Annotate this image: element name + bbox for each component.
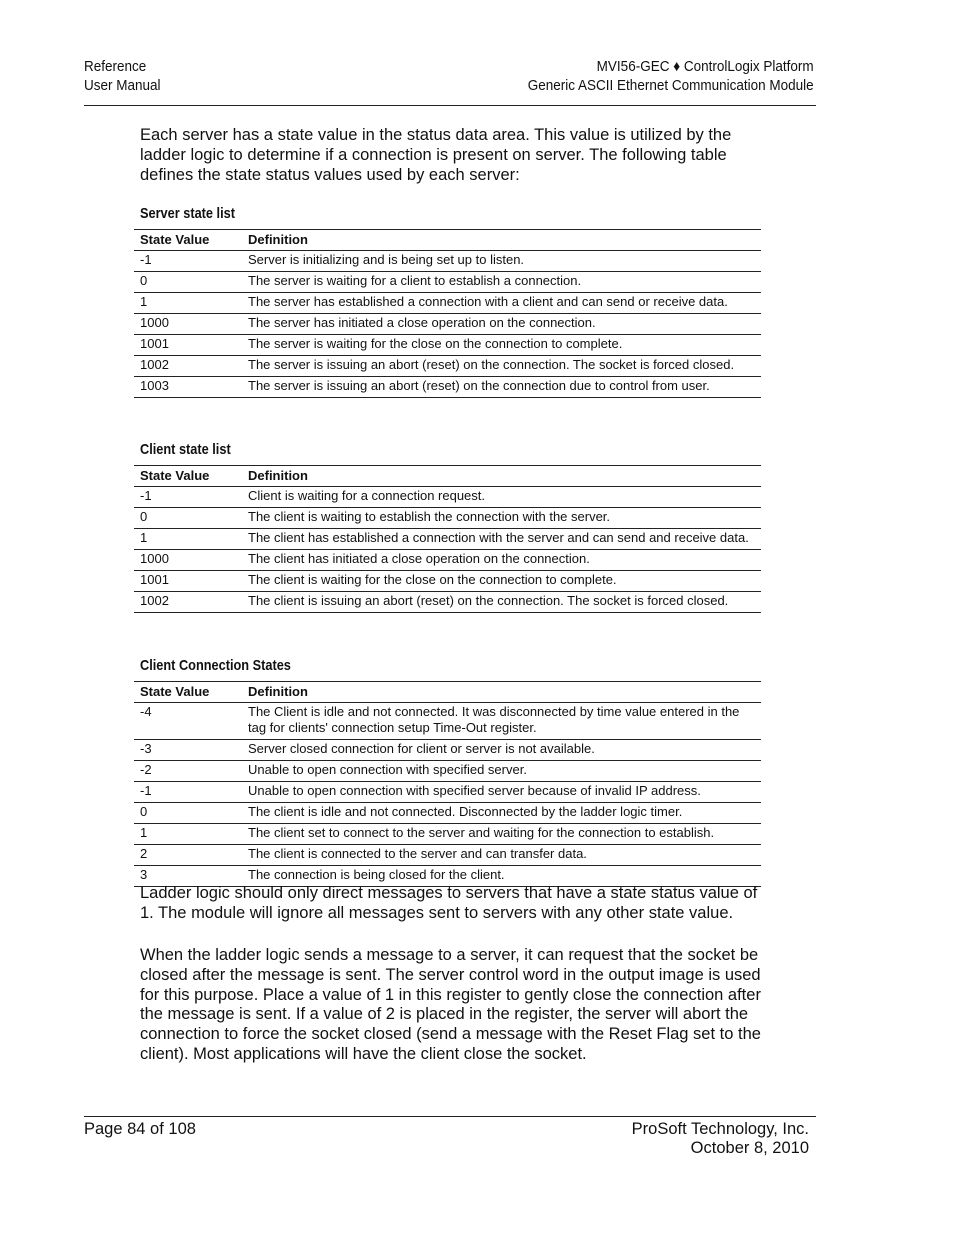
table-row [134, 272, 761, 293]
table-row [134, 703, 761, 740]
header-divider [84, 105, 816, 106]
state-value-cell: 1001 [134, 335, 242, 356]
socket-close-paragraph: When the ladder logic sends a message to a server, it can request that the socket be closed after the message is sent. The server control word in the output image is used for this purpose. Place a value of 1 in this register to gently close the connection after the message is sent. If a value of 2 is placed in the register, the server will abort the connection to force the socket closed (send a message with the Reset Flag set to the client). Most applications will have the client close the socket. [140, 946, 761, 1063]
footer-divider [84, 1116, 816, 1117]
page-footer-right [632, 1120, 809, 1158]
page-number: Page 84 of 108 [84, 1120, 196, 1138]
page-header-left [84, 57, 161, 95]
definition-cell: The Client is idle and not connected. It was disconnected by time value entered in the tag for clients' connection setup Time-Out register. [242, 703, 761, 740]
company-name: ProSoft Technology, Inc. [631, 1120, 809, 1138]
state-value-cell: 0 [134, 803, 242, 824]
table-row [134, 377, 761, 398]
intro-paragraph: Each server has a state value in the status data area. This value is utilized by the ladder logic to determine if a connection is present on server. The following table defines the state status values used by each server: [140, 126, 732, 184]
definition-cell: Server closed connection for client or server is not available. [242, 740, 761, 761]
header-product-title: MVI56-GEC ♦ ControlLogix Platform [597, 58, 814, 75]
publication-date: October 8, 2010 [690, 1139, 809, 1157]
state-value-cell: -1 [134, 251, 242, 272]
ladder-logic-paragraph: Ladder logic should only direct messages to servers that have a state status value of 1. The module will ignore all messages sent to servers with any other state value. [140, 884, 758, 922]
state-value-cell: 1 [134, 824, 242, 845]
table-row [134, 845, 761, 866]
connection-table-title: Client Connection States [140, 657, 291, 674]
state-value-cell: -3 [134, 740, 242, 761]
definition-cell: The server is issuing an abort (reset) on the connection due to control from user. [242, 377, 761, 398]
server-table-body [134, 251, 761, 398]
state-value-cell: 1 [134, 529, 242, 550]
table-header-row [134, 682, 761, 703]
table-header-row [134, 466, 761, 487]
client-state-table [134, 465, 761, 613]
table-row [134, 803, 761, 824]
definition-cell: The client is connected to the server and can transfer data. [242, 845, 761, 866]
table-row [134, 529, 761, 550]
definition-cell: The server is waiting for a client to establish a connection. [242, 272, 761, 293]
table-row [134, 740, 761, 761]
table-row [134, 550, 761, 571]
table-row [134, 335, 761, 356]
client-connection-states-table [134, 681, 761, 887]
definition-cell: Server is initializing and is being set up to listen. [242, 251, 761, 272]
state-value-cell: 3 [134, 866, 242, 887]
state-value-cell: 1003 [134, 377, 242, 398]
definition-cell: The server is issuing an abort (reset) on the connection. The socket is forced closed. [242, 356, 761, 377]
column-header-definition: Definition [242, 682, 761, 703]
table-row [134, 761, 761, 782]
table-row [134, 571, 761, 592]
table-row [134, 356, 761, 377]
definition-cell: The client is idle and not connected. Disconnected by the ladder logic timer. [242, 803, 761, 824]
state-value-cell: -2 [134, 761, 242, 782]
column-header-state-value: State Value [134, 682, 242, 703]
column-header-definition: Definition [242, 230, 761, 251]
client-table-title: Client state list [140, 441, 231, 458]
definition-cell: The client has initiated a close operation on the connection. [242, 550, 761, 571]
column-header-state-value: State Value [134, 466, 242, 487]
definition-cell: Unable to open connection with specified server because of invalid IP address. [242, 782, 761, 803]
connection-table-body [134, 703, 761, 887]
state-value-cell: 0 [134, 272, 242, 293]
definition-cell: The server has established a connection with a client and can send or receive data. [242, 293, 761, 314]
header-section-label: Reference [84, 58, 147, 75]
definition-cell: The client is waiting for the close on the connection to complete. [242, 571, 761, 592]
client-table-body [134, 487, 761, 613]
table-row [134, 782, 761, 803]
column-header-state-value: State Value [134, 230, 242, 251]
table-row [134, 508, 761, 529]
state-value-cell: -1 [134, 782, 242, 803]
state-value-cell: -4 [134, 703, 242, 740]
state-value-cell: 1000 [134, 314, 242, 335]
definition-cell: Client is waiting for a connection request. [242, 487, 761, 508]
server-table-title: Server state list [140, 205, 235, 222]
definition-cell: The server has initiated a close operation on the connection. [242, 314, 761, 335]
definition-cell: The client has established a connection with the server and can send and receive data. [242, 529, 761, 550]
header-product-subtitle: Generic ASCII Ethernet Communication Module [528, 77, 814, 94]
state-value-cell: 1002 [134, 356, 242, 377]
header-document-label: User Manual [84, 77, 161, 94]
definition-cell: The server is waiting for the close on the connection to complete. [242, 335, 761, 356]
table-row [134, 293, 761, 314]
table-row [134, 251, 761, 272]
table-row [134, 314, 761, 335]
definition-cell: The client set to connect to the server and waiting for the connection to establish. [242, 824, 761, 845]
state-value-cell: 2 [134, 845, 242, 866]
column-header-definition: Definition [242, 466, 761, 487]
page-header-right [528, 57, 814, 95]
table-row [134, 592, 761, 613]
state-value-cell: 1002 [134, 592, 242, 613]
definition-cell: The connection is being closed for the client. [242, 866, 761, 887]
state-value-cell: 1000 [134, 550, 242, 571]
state-value-cell: 0 [134, 508, 242, 529]
definition-cell: Unable to open connection with specified server. [242, 761, 761, 782]
definition-cell: The client is waiting to establish the connection with the server. [242, 508, 761, 529]
state-value-cell: -1 [134, 487, 242, 508]
definition-cell: The client is issuing an abort (reset) on the connection. The socket is forced closed. [242, 592, 761, 613]
state-value-cell: 1 [134, 293, 242, 314]
table-row [134, 487, 761, 508]
table-header-row [134, 230, 761, 251]
state-value-cell: 1001 [134, 571, 242, 592]
server-state-table [134, 229, 761, 398]
table-row [134, 824, 761, 845]
